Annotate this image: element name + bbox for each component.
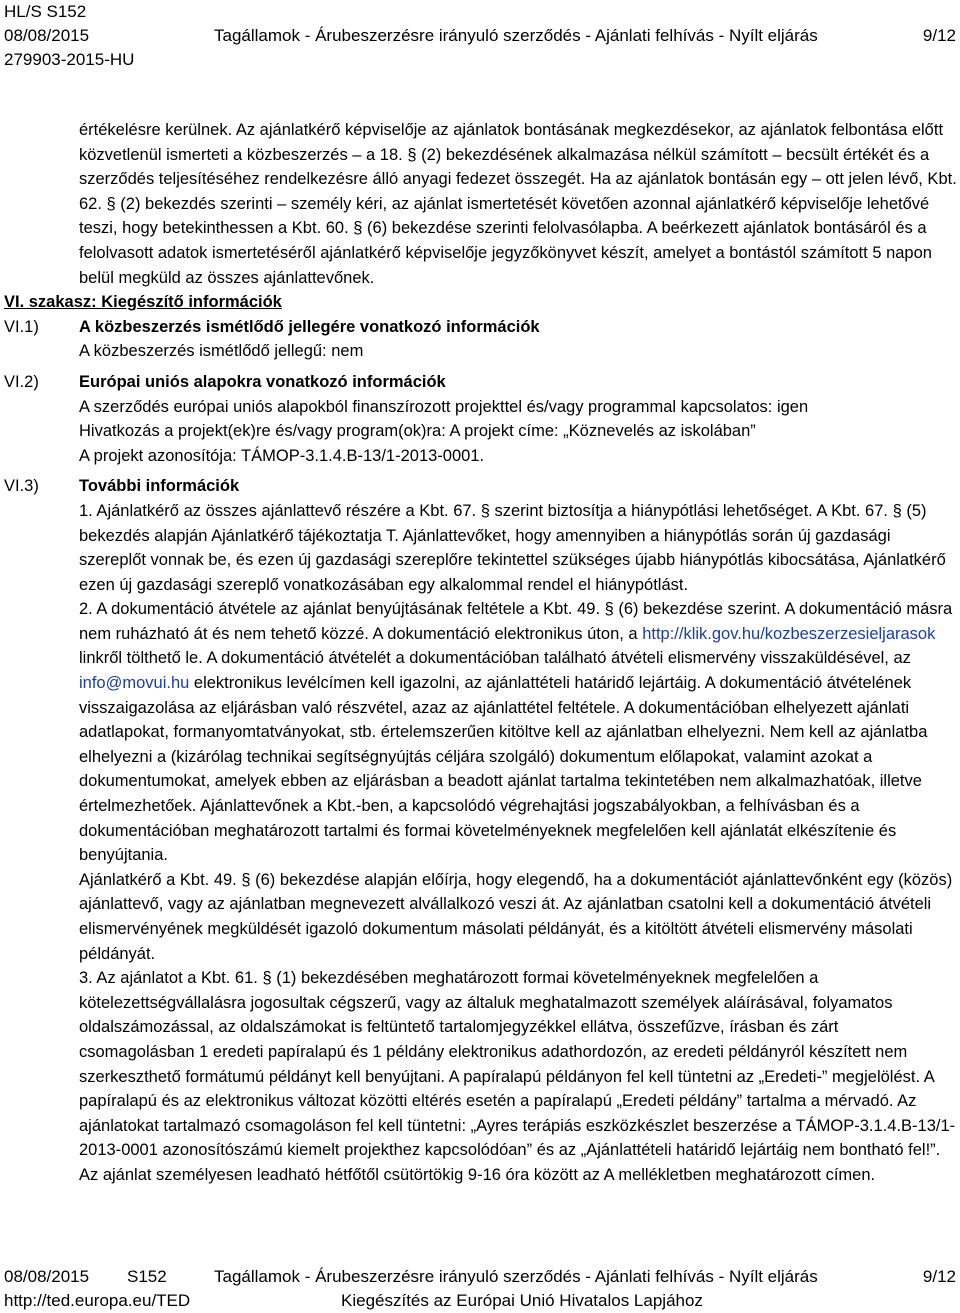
item-paragraph: 1. Ajánlatkérő az összes ajánlattevő részére a Kbt. 67. § szerint biztosítja a hiánypótlási lehetőséget. A Kbt. 67. § (5) bekezdés alapján Ajánlatkérő tájékoztatja T. Ajánlattevőket, hogy amennyiben a hiánypótlás során új gazdasági szereplőt vonnak be, és ezen új gazdasági szereplőre tekintettel szükséges újabb hiánypótlás kibocsátása, Ajánlatkérő ezen új gazdasági szereplő vonatkozásában egy alkalommal rendel el hiánypótlást.	[79, 501, 946, 594]
item-number: VI.3)	[4, 477, 39, 496]
doc-id: HL/S S152	[4, 2, 87, 21]
item-text: A szerződés európai uniós alapokból finanszírozott projekttel és/vagy programmal kapcsolatos: igen	[79, 397, 809, 416]
item-paragraph: Ajánlatkérő a Kbt. 49. § (6) bekezdése alapján előírja, hogy elegendő, ha a dokumentációt ajánlattevőnként egy (közös) ajánlattevő, vagy az ajánlatban megnevezett alvállalkozó veszi át. Az ajánlatban csatolni kell a dokumentáció átvételi elismervényének megküldését igazoló dokumentum másolati példányát, és a kitöltött átvételi elismervény másolati példányát.	[79, 870, 953, 963]
documentation-link[interactable]: http://klik.gov.hu/kozbeszerzesieljarasok	[642, 624, 936, 643]
footer-date: 08/08/2015	[4, 1267, 90, 1286]
page-footer	[0, 1265, 960, 1313]
item-vi3	[0, 474, 960, 1187]
item-text: A projekt azonosítója: TÁMOP-3.1.4.B-13/1-2013-0001.	[79, 446, 485, 465]
header-title: Tagállamok - Árubeszerzésre irányuló szerződés - Ajánlati felhívás - Nyílt eljárás	[214, 26, 818, 45]
intro-paragraph: értékelésre kerülnek. Az ajánlatkérő képviselője az ajánlatok bontásának megkezdésekor, az ajánlatok felbontása előtt közvetlenül ismerteti a közbeszerzés – a 18. § (2) bekezdésének alkalmazása nélkül számított – becsült értékét és a szerződés teljesítéséhez rendelkezésre álló anyagi fedezet összegét. Ha az ajánlatok bontásán egy – ott jelen lévő, Kbt. 62. § (2) bekezdés szerinti – személy kéri, az ajánlat ismertetését követően azonnal ajánlatkérő képviselője lehetővé teszi, hogy betekinthessen a Kbt. 60. § (6) bekezdése szerinti felolvasólapba. A beérkezett ajánlatok bontásáról és a felolvasott adatok ismertetéséről ajánlatkérő képviselője jegyzőkönyvet készít, amelyet a bontástól számított 5 napon belül megküld az összes ajánlattevőnek.	[79, 121, 957, 287]
footer-publisher: Kiegészítés az Európai Unió Hivatalos Lapjához	[341, 1291, 703, 1310]
item-paragraph	[79, 597, 957, 868]
footer-series: S152	[127, 1267, 167, 1286]
email-link[interactable]: info@movui.hu	[79, 674, 190, 693]
item-paragraph: 3. Az ajánlatot a Kbt. 61. § (1) bekezdésében meghatározott formai követelményeknek megfelelően a kötelezettségvállalásra jogosultak cégszerű, vagy az általuk meghatalmazott személyek aláírásával, folyamatos oldalszámozással, az oldalszámokat is feltüntető tartalomjegyzékkel ellátva, összefűzve, írásban és zárt csomagolásban 1 eredeti papíralapú és 1 példány elektronikus adathordozón, az eredeti példányról készített nem szerkeszthető formátumú példányt kell benyújtani. A papíralapú példányon fel kell tüntetni az „Eredeti-” megjelölést. A papíralapú és az elektronikus változat közötti eltérés esetén a papíralapú „Eredeti példány” tartalma a mérvadó. Az ajánlatokat tartalmazó csomagoláson fel kell tüntetni: „Ayres terápiás eszközkészlet beszerzése a TÁMOP-3.1.4.B-13/1-2013-0001 azonosítószámú kiemelt projekthez kapcsolódóan” és az „Ajánlattételi határidő lejártáig nem bontható fel!”. Az ajánlat személyesen leadható hétfőtől csütörtökig 9-16 óra között az A mellékletben meghatározott címen.	[79, 969, 956, 1184]
footer-page: 9/12	[922, 1267, 956, 1286]
item-title: Európai uniós alapokra vonatkozó információk	[79, 372, 446, 391]
section-title: Kiegészítő információk	[101, 293, 282, 312]
footer-url[interactable]: http://ted.europa.eu/TED	[4, 1291, 191, 1310]
item-text: elektronikus levélcímen kell igazolni, az ajánlattételi határidő lejártáig. A dokumentáció átvételének visszaigazolása az eljárásban való részvétel, azaz az ajánlattétel feltétele. A dokumentációban elhelyezett ajánlati adatlapokat, formanyomtatványokat, stb. értelemszerűen kitöltve kell az ajánlatban elhelyezni. Nem kell az ajánlatba elhelyezni a (kizárólag technikai segítségnyújtás céljára szolgáló) dokumentum előlapokat, valamint azokat a dokumentumokat, amelyek ebben az eljárásban a beadott ajánlat tartalma tekintetében nem alkalmazhatóak, illetve értelmezhetőek. Ajánlattevőnek a Kbt.-ben, a kapcsolódó végrehajtási jogszabályokban, a felhívásban és a dokumentációban meghatározott tartalmi és formai követelményeknek megfelelően kell ajánlatát elkészítenie és benyújtania.	[79, 674, 928, 865]
section-prefix: VI. szakasz:	[4, 293, 102, 312]
item-text: linkről tölthető le. A dokumentáció átvételét a dokumentációban található átvételi elismervény visszaküldésével, az	[79, 649, 911, 668]
item-title: A közbeszerzés ismétlődő jellegére vonatkozó információk	[79, 317, 540, 336]
page-header	[0, 0, 960, 72]
item-number: VI.1)	[4, 317, 39, 336]
header-page: 9/12	[922, 26, 956, 45]
header-ref: 279903-2015-HU	[4, 50, 135, 69]
document-body	[0, 118, 960, 1188]
footer-title: Tagállamok - Árubeszerzésre irányuló szerződés - Ajánlati felhívás - Nyílt eljárás	[214, 1267, 818, 1286]
item-vi1	[0, 315, 960, 364]
item-number: VI.2)	[4, 372, 39, 391]
header-date: 08/08/2015	[4, 26, 90, 45]
item-title: További információk	[79, 477, 240, 496]
item-text: 2. A dokumentáció átvétele az ajánlat benyújtásának feltétele a Kbt. 49. § (6) bekezdése szerint. A dokumentáció másra nem ruházható át és nem tehető közzé. A dokumentáció elektronikus úton, a	[79, 600, 953, 643]
item-text: Hivatkozás a projekt(ek)re és/vagy program(ok)ra: A projekt címe: „Köznevelés az iskolában”	[79, 422, 756, 441]
item-vi2	[0, 370, 960, 468]
section-heading	[4, 290, 960, 315]
item-text: A közbeszerzés ismétlődő jellegű: nem	[79, 342, 364, 361]
